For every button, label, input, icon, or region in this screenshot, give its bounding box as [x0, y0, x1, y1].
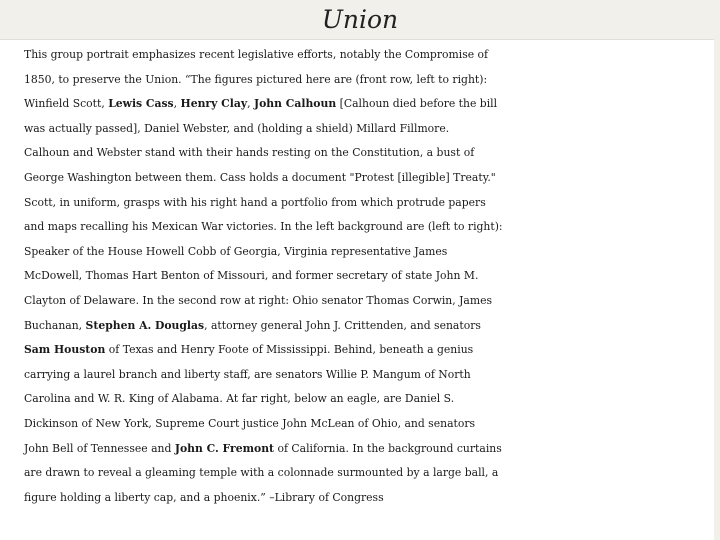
text-line: John Bell of Tennessee and John C. Fremont of California. In the background curtains [24, 441, 502, 455]
text-line: Scott, in uniform, grasps with his right hand a portfolio from which protrude papers [24, 195, 486, 209]
text-line: Calhoun and Webster stand with their hands resting on the Constitution, a bust of [24, 146, 475, 160]
text-line: Carolina and W. R. King of Alabama. At far right, below an eagle, are Daniel S. [24, 392, 455, 406]
text-line: George Washington between them. Cass holds a document "Protest [illegible] Treaty." [24, 170, 496, 184]
text-line: Dickinson of New York, Supreme Court justice John McLean of Ohio, and senators [24, 416, 476, 430]
name-lewis-cass: Lewis Cass [108, 97, 174, 111]
right-edge-strip [714, 0, 720, 540]
slide-title: Union [321, 5, 399, 34]
name-stephen-douglas: Stephen A. Douglas [85, 318, 205, 332]
text-line: Clayton of Delaware. In the second row at right: Ohio senator Thomas Corwin, James [24, 293, 493, 307]
text-line: carrying a laurel branch and liberty staff, are senators Willie P. Mangum of North [24, 367, 471, 381]
text-line: are drawn to reveal a gleaming temple with a colonnade surmounted by a large ball, a [24, 466, 499, 480]
body-text [24, 43, 714, 510]
name-henry-clay: Henry Clay [180, 97, 248, 111]
text-line: This group portrait emphasizes recent legislative efforts, notably the Compromise of [24, 48, 489, 61]
text-line: was actually passed], Daniel Webster, and (holding a shield) Millard Fillmore. [24, 121, 450, 135]
name-sam-houston: Sam Houston [24, 343, 106, 357]
text-line: figure holding a liberty cap, and a phoenix.” –Library of Congress [24, 490, 384, 504]
text-line: McDowell, Thomas Hart Benton of Missouri, and former secretary of state John M. [24, 269, 479, 283]
text-line: Sam Houston of Texas and Henry Foote of Mississippi. Behind, beneath a genius [24, 343, 474, 357]
text-line: Speaker of the House Howell Cobb of Georgia, Virginia representative James [24, 244, 448, 258]
text-line: and maps recalling his Mexican War victories. In the left background are (left to right): [24, 220, 503, 234]
name-john-fremont: John C. Fremont [174, 441, 275, 455]
name-john-calhoun: John Calhoun [254, 97, 337, 111]
text-line: 1850, to preserve the Union. “The figures pictured here are (front row, left to right): [24, 72, 488, 86]
text-line: Winfield Scott, Lewis Cass, Henry Clay, John Calhoun [Calhoun died before the bill [24, 97, 498, 111]
text-line: Buchanan, Stephen A. Douglas, attorney general John J. Crittenden, and senators [24, 318, 481, 332]
